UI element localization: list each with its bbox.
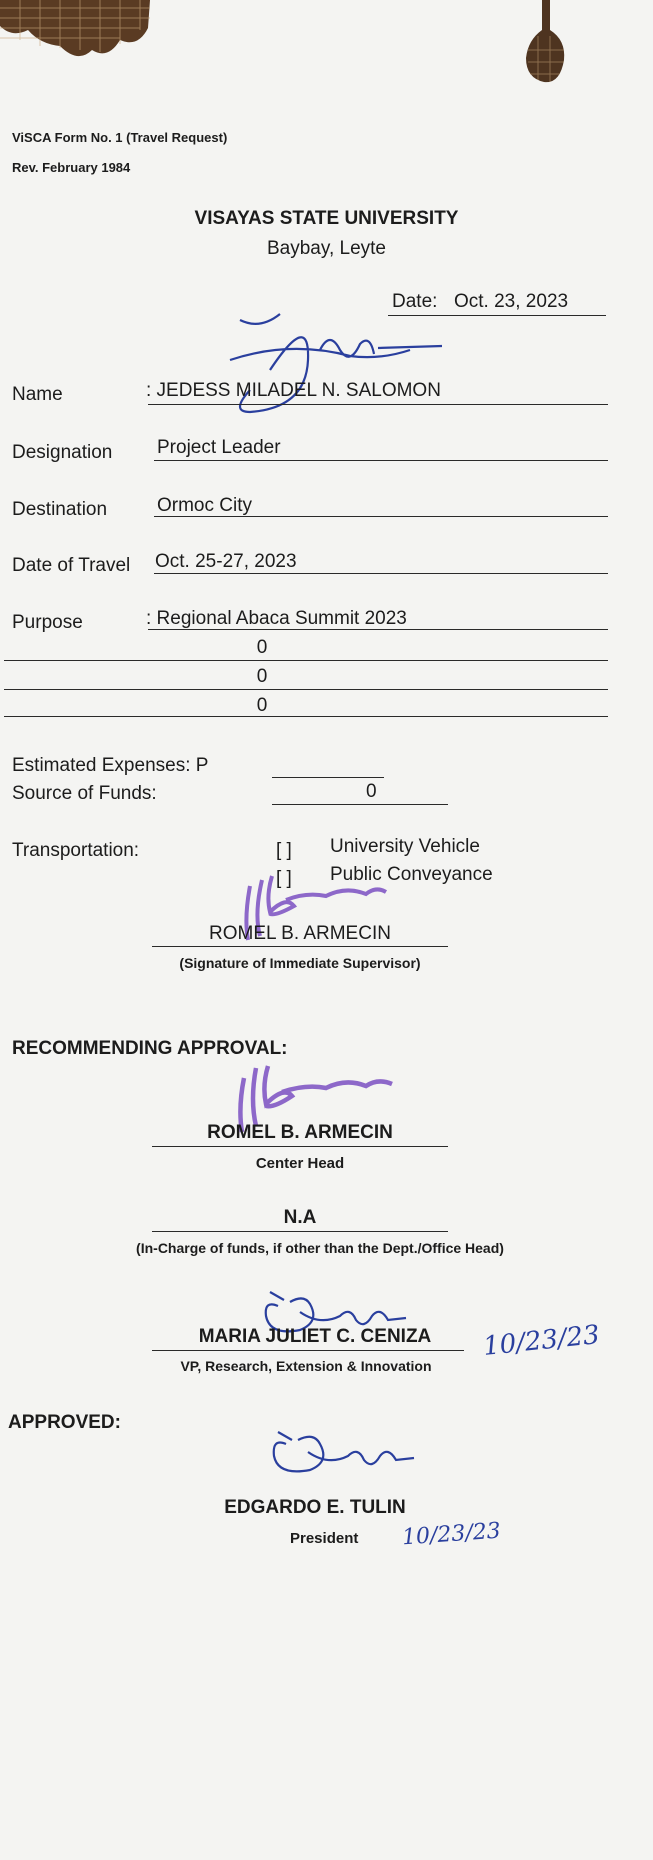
president-signature <box>270 1424 430 1494</box>
purpose-line-1: 0 <box>256 637 268 658</box>
paper-stain-left <box>0 0 150 70</box>
destination-value: Ormoc City <box>157 495 252 516</box>
date-of-travel-underline <box>154 573 608 574</box>
university-name: VISAYAS STATE UNIVERSITY <box>194 208 459 229</box>
form-revision: Rev. February 1984 <box>12 160 131 175</box>
purpose-underline <box>148 629 608 630</box>
designation-label: Designation <box>12 442 113 463</box>
funds-in-charge-caption: (In-Charge of funds, if other than the Dept./Office Head) <box>136 1240 504 1256</box>
designation-value: Project Leader <box>157 437 281 458</box>
source-of-funds-label: Source of Funds: <box>12 783 157 804</box>
recommending-name: ROMEL B. ARMECIN <box>207 1122 393 1143</box>
purpose-line-2: 0 <box>256 666 268 687</box>
president-title: President <box>290 1530 359 1547</box>
university-vehicle-checkbox[interactable]: [ ] <box>276 840 292 861</box>
university-location: Baybay, Leyte <box>266 238 386 259</box>
supervisor-underline <box>152 946 448 947</box>
estimated-expenses-label: Estimated Expenses: P <box>12 755 209 776</box>
public-conveyance-checkbox[interactable]: [ ] <box>276 868 292 889</box>
public-conveyance-label: Public Conveyance <box>330 864 493 885</box>
purpose-line-3: 0 <box>256 695 268 716</box>
recommending-approval-heading: RECOMMENDING APPROVAL: <box>12 1038 288 1059</box>
designation-underline <box>154 460 608 461</box>
source-of-funds-underline <box>272 804 448 805</box>
form-number: ViSCA Form No. 1 (Travel Request) <box>12 130 228 145</box>
supervisor-caption: (Signature of Immediate Supervisor) <box>179 955 421 971</box>
president-handwritten-date: 10/23/23 <box>401 1518 502 1551</box>
vp-name: MARIA JULIET C. CENIZA <box>198 1326 432 1347</box>
transportation-label: Transportation: <box>12 840 140 861</box>
date-of-travel-value: Oct. 25-27, 2023 <box>155 551 297 572</box>
supervisor-name: ROMEL B. ARMECIN <box>209 923 391 944</box>
funds-in-charge-underline <box>152 1231 448 1232</box>
date-of-travel-label: Date of Travel <box>12 555 131 576</box>
paper-stain-right <box>518 0 578 90</box>
president-name: EDGARDO E. TULIN <box>224 1497 406 1518</box>
date-value: Oct. 23, 2023 <box>454 291 569 312</box>
vp-title: VP, Research, Extension & Innovation <box>180 1358 432 1374</box>
approved-heading: APPROVED: <box>8 1412 121 1433</box>
purpose-value: : Regional Abaca Summit 2023 <box>146 608 407 629</box>
name-label: Name <box>12 384 63 405</box>
requester-signature <box>210 300 470 430</box>
funds-in-charge-value: N.A <box>283 1207 317 1228</box>
purpose-line-3-rule <box>4 716 608 717</box>
destination-underline <box>154 516 608 517</box>
name-underline <box>148 404 608 405</box>
destination-label: Destination <box>12 499 108 520</box>
purpose-line-1-rule <box>4 660 608 661</box>
estimated-expenses-underline <box>272 777 384 778</box>
purpose-label: Purpose <box>12 612 83 633</box>
recommending-underline <box>152 1146 448 1147</box>
source-of-funds-value: 0 <box>366 781 377 802</box>
recommending-title: Center Head <box>255 1155 345 1172</box>
name-value: : JEDESS MILADEL N. SALOMON <box>146 380 441 401</box>
vp-handwritten-date: 10/23/23 <box>481 1319 602 1363</box>
date-label: Date: <box>392 291 438 312</box>
university-vehicle-label: University Vehicle <box>330 836 480 857</box>
vp-underline <box>152 1350 464 1351</box>
purpose-line-2-rule <box>4 689 608 690</box>
